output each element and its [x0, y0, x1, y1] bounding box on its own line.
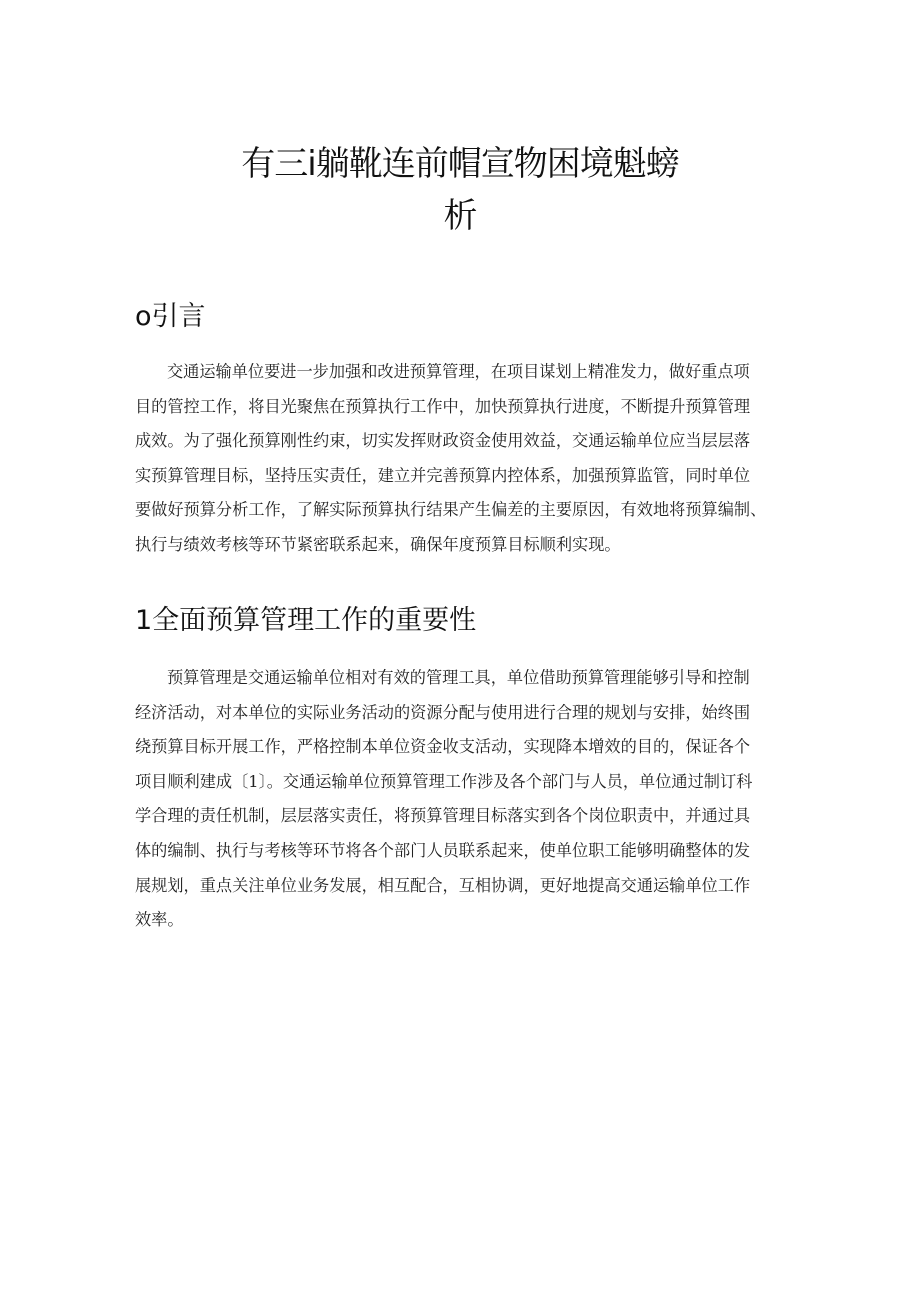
paragraph-intro: [135, 355, 785, 563]
paragraph-importance: [135, 661, 785, 938]
paragraph-line: 效率。: [135, 910, 184, 930]
document-title-continuation: 析: [443, 196, 477, 236]
paragraph-line: 预算管理是交通运输单位相对有效的管理工具，单位借助预算管理能够引导和控制: [167, 668, 750, 687]
paragraph-line: 成效。为了强化预算刚性约束，切实发挥财政资金使用效益，交通运输单位应当层层落: [135, 431, 751, 451]
paragraph-line: 经济活动，对本单位的实际业务活动的资源分配与使用进行合理的规划与安排，始终围: [135, 702, 751, 722]
paragraph-line: 执行与绩效考核等环节紧密联系起来，确保年度预算目标顺利实现。: [135, 534, 621, 554]
paragraph-line: 要做好预算分析工作，了解实际预算执行结果产生偏差的主要原因，有效地将预算编制、: [135, 500, 767, 520]
paragraph-line: 绕预算目标开展工作，严格控制本单位资金收支活动，实现降本增效的目的，保证各个: [135, 737, 751, 757]
paragraph-line: 体的编制、执行与考核等环节将各个部门人员联系起来，使单位职工能够明确整体的发: [135, 840, 751, 860]
paragraph-line: 实预算管理目标，坚持压实责任，建立并完善预算内控体系，加强预算监管，同时单位: [135, 465, 751, 485]
paragraph-line: 展规划，重点关注单位业务发展，相互配合，互相协调，更好地提高交通运输单位工作: [135, 875, 751, 895]
paragraph-line: 项目顺利建成〔1〕。交通运输单位预算管理工作涉及各个部门与人员，单位通过制订科: [135, 771, 753, 791]
document-title: 有三i躺靴连前帽宣物困境魁螃: [241, 144, 679, 184]
paragraph-line: 目的管控工作，将目光聚焦在预算执行工作中，加快预算执行进度，不断提升预算管理: [135, 396, 751, 416]
paragraph-line: 学合理的责任机制，层层落实责任，将预算管理目标落实到各个岗位职责中，并通过具: [135, 806, 751, 826]
paragraph-line: 交通运输单位要进一步加强和改进预算管理，在项目谋划上精准发力，做好重点项: [167, 362, 750, 381]
section-heading-intro: o引言: [135, 301, 206, 332]
section-heading-importance: 1全面预算管理工作的重要性: [135, 605, 477, 636]
